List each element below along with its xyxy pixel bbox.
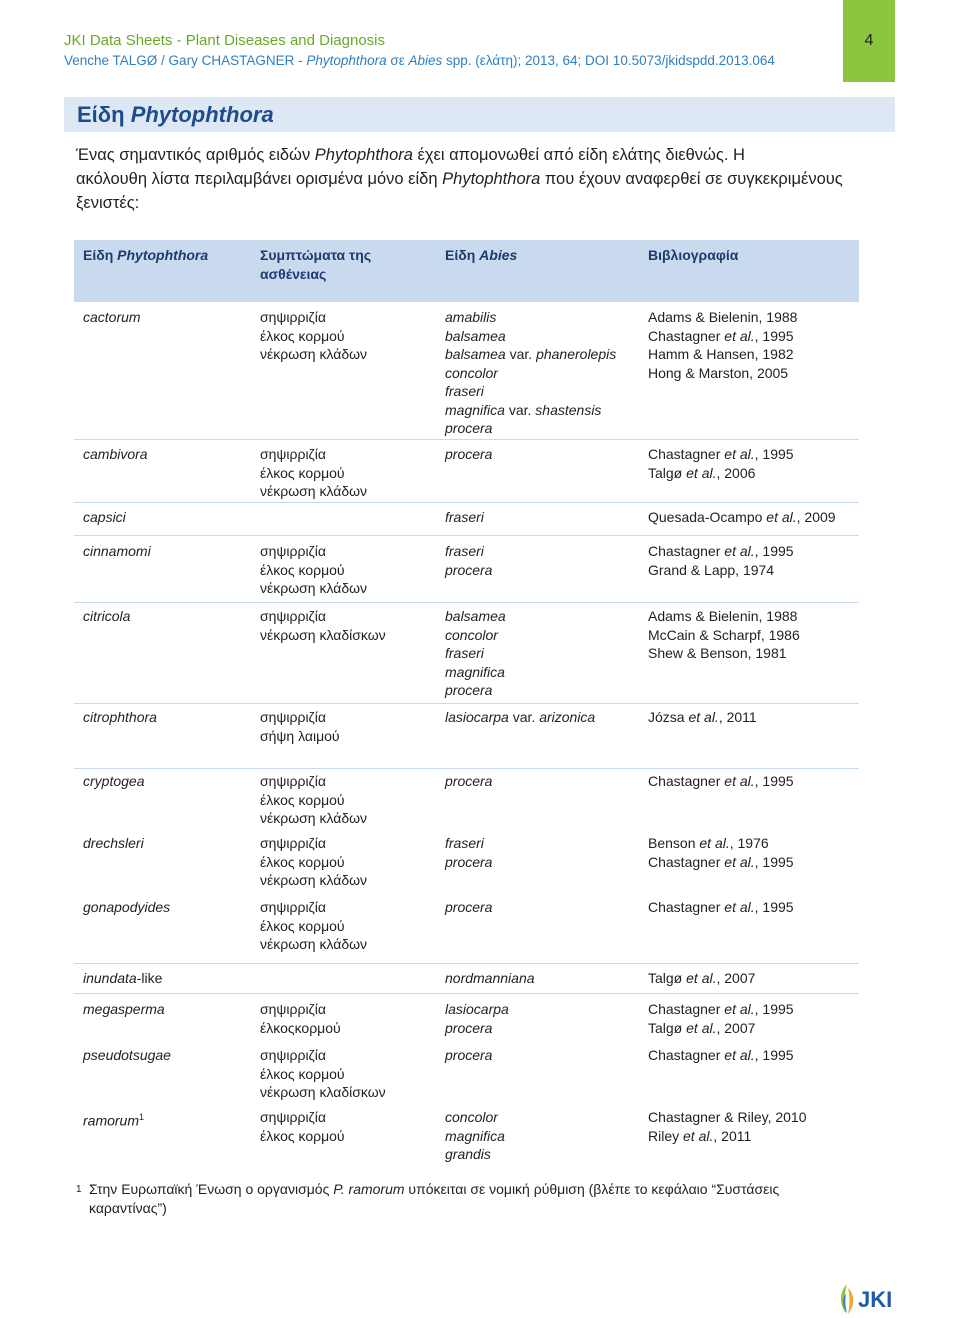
symptom: σηψιρριζία: [260, 1001, 326, 1017]
et-al: et al.: [683, 1127, 714, 1144]
abies-cell: [445, 969, 645, 988]
et-al: et al.: [686, 1019, 717, 1036]
header-references: Βιβλιογραφία: [648, 247, 739, 263]
symptoms-cell: [260, 898, 440, 954]
symptom: νέκρωση κλάδων: [260, 580, 368, 596]
abies-cell: [445, 1000, 645, 1037]
reference-year: , 2007: [716, 970, 756, 986]
references-cell: [648, 969, 858, 988]
variety-name: arizonica: [539, 709, 596, 725]
et-al: et al.: [724, 773, 755, 789]
reference: [648, 898, 858, 917]
header-abies: [445, 246, 645, 265]
abies-cell: [445, 607, 645, 700]
et-al: et al.: [724, 543, 755, 559]
page-number: 4: [843, 0, 895, 82]
reference: Adams & Bielenin, 1988: [648, 309, 798, 325]
references-cell: [648, 308, 858, 382]
symptom: νέκρωση κλάδων: [260, 346, 368, 362]
abies-species: [445, 708, 645, 727]
abies-species: nordmanniana: [445, 970, 535, 986]
abies-cell: [445, 542, 645, 579]
reference-year: , 1976: [729, 835, 769, 851]
species-name: cinnamomi: [83, 543, 151, 559]
table-row: [74, 894, 859, 964]
symptom: σηψιρριζία: [260, 1047, 326, 1063]
citation-line: [64, 51, 824, 70]
references-cell: [648, 708, 858, 727]
table-row: [74, 503, 859, 536]
jki-logo: [836, 1282, 900, 1316]
references-cell: [648, 508, 858, 527]
reference: Chastagner & Riley, 2010: [648, 1109, 807, 1125]
species-name: pseudotsugae: [83, 1047, 171, 1063]
species-name: citrophthora: [83, 709, 157, 725]
reference-year: , 1995: [754, 1047, 794, 1063]
reference-author: Chastagner: [648, 773, 725, 789]
et-al: et al.: [724, 853, 755, 870]
abies-species: procera: [445, 853, 493, 870]
section-title-genus: Phytophthora: [130, 102, 274, 127]
table-row: [74, 1042, 859, 1104]
reference-year: , 1995: [754, 853, 794, 870]
symptom: έλκος κορμού: [260, 791, 345, 808]
abies-species: fraseri: [445, 645, 484, 661]
reference: [648, 1019, 858, 1038]
et-al: et al.: [724, 327, 755, 344]
symptom: νέκρωση κλάδων: [260, 936, 368, 952]
symptom: σηψιρριζία: [260, 773, 326, 789]
intro-line-1-genus: Phytophthora: [314, 146, 413, 164]
symptom: έλκος κορμού: [260, 1127, 345, 1144]
abies-cell: [445, 834, 645, 871]
symptom: σηψιρριζία: [260, 1109, 326, 1125]
symptom: σηψιρριζία: [260, 446, 326, 462]
et-al: et al.: [724, 446, 755, 462]
table-row: [74, 769, 859, 830]
header-abies-genus: Abies: [479, 247, 518, 263]
abies-species: lasiocarpa: [445, 1001, 509, 1017]
abies-species: procera: [445, 899, 493, 915]
reference-author: Chastagner: [648, 543, 725, 559]
table-row: [74, 830, 859, 894]
table-row: [74, 704, 859, 769]
references-cell: [648, 1108, 858, 1145]
species-name: capsici: [83, 509, 126, 525]
symptom: νέκρωση κλάδων: [260, 872, 368, 888]
et-al: et al.: [724, 1047, 755, 1063]
abies-cell: [445, 508, 645, 527]
abies-cell: [445, 772, 645, 791]
abies-species-name: magnifica: [445, 401, 505, 418]
symptom: σηψιρριζία: [260, 709, 326, 725]
reference: [648, 853, 858, 872]
et-al: et al.: [724, 899, 755, 915]
footnote-species: P. ramorum: [333, 1181, 405, 1197]
variety-name: shastensis: [535, 401, 602, 418]
citation-details: spp. (ελάτη); 2013, 64; DOI 10.5073/jkidspdd.2013.064: [442, 53, 775, 68]
page-header: [64, 30, 824, 70]
series-title: JKI Data Sheets - Plant Diseases and Diagnosis: [64, 32, 385, 49]
reference: [648, 445, 858, 464]
citation-mid: σε: [386, 53, 409, 68]
symptom: νέκρωση κλάδων: [260, 810, 368, 826]
reference-author: Józsa: [648, 709, 689, 725]
reference-author: Chastagner: [648, 446, 725, 462]
reference: [648, 772, 858, 791]
symptoms-cell: [260, 445, 440, 501]
et-al: et al.: [699, 835, 730, 851]
reference-year: , 2011: [718, 709, 757, 725]
abies-species: concolor: [445, 626, 498, 643]
references-cell: [648, 1000, 858, 1037]
abies-cell: [445, 898, 645, 917]
reference-year: , 1995: [754, 773, 794, 789]
abies-species-name: lasiocarpa: [445, 709, 509, 725]
reference: [648, 1046, 858, 1065]
abies-cell: [445, 1046, 645, 1065]
symptoms-cell: [260, 1108, 440, 1145]
symptom: έλκοςκορμού: [260, 1019, 341, 1036]
reference-author: Riley: [648, 1127, 684, 1144]
reference: [648, 834, 858, 853]
citation-genus: Phytophthora: [306, 53, 387, 68]
reference-year: , 2009: [796, 509, 836, 525]
reference: Hamm & Hansen, 1982: [648, 346, 794, 362]
reference-year: , 2011: [713, 1127, 752, 1144]
reference: [648, 508, 858, 527]
species-name: megasperma: [83, 1001, 165, 1017]
reference: Adams & Bielenin, 1988: [648, 608, 798, 624]
abies-species: magnifica: [445, 1127, 505, 1144]
intro-line-1: [76, 143, 894, 167]
citation-authors: Venche TALGØ / Gary CHASTAGNER -: [64, 53, 307, 68]
reference: [648, 542, 858, 561]
variety-name: phanerolepis: [536, 346, 617, 362]
symptom: έλκος κορμού: [260, 853, 345, 870]
symptoms-cell: [260, 834, 440, 890]
reference: [648, 1000, 858, 1019]
reference-author: Chastagner: [648, 327, 725, 344]
header-species-text: Είδη: [83, 247, 118, 263]
species-name-text: inundata: [83, 970, 137, 986]
intro-line-1-post: έχει απομονωθεί από είδη ελάτης διεθνώς. Η: [412, 146, 745, 164]
intro-paragraph: [76, 143, 894, 215]
variety-marker: var.: [509, 346, 533, 362]
references-cell: [648, 772, 858, 791]
abies-species: procera: [445, 420, 493, 436]
symptoms-cell: [260, 542, 440, 598]
variety-marker: var.: [508, 401, 532, 418]
header-species-genus: Phytophthora: [117, 247, 209, 263]
et-al: et al.: [688, 709, 719, 725]
intro-line-2-pre: ακόλουθη λίστα περιλαμβάνει ορισμένα μόνο είδη: [76, 170, 443, 188]
species-name: gonapodyides: [83, 899, 171, 915]
header-symptoms-line-2: ασθένειας: [260, 266, 327, 282]
footnote-line-1: [89, 1180, 836, 1199]
header-symptoms: [260, 246, 440, 284]
table-row: [74, 964, 859, 994]
symptoms-cell: [260, 772, 440, 828]
symptom: έλκος κορμού: [260, 327, 345, 344]
section-title-text: Είδη: [77, 102, 131, 127]
table-row: [74, 603, 859, 704]
symptom: έλκος κορμού: [260, 464, 345, 481]
symptom: νέκρωση κλάδων: [260, 483, 368, 499]
reference: [648, 327, 858, 346]
header-abies-text: Είδη: [445, 247, 480, 263]
references-cell: [648, 445, 858, 482]
abies-species: balsamea: [445, 608, 506, 624]
section-title: [64, 97, 895, 132]
reference-year: , 2006: [716, 464, 756, 481]
references-cell: [648, 898, 858, 917]
abies-species: concolor: [445, 364, 498, 381]
reference-author: Benson: [648, 835, 700, 851]
footnote: [76, 1180, 836, 1218]
et-al: et al.: [686, 464, 717, 481]
symptom: σηψιρριζία: [260, 309, 326, 325]
table-row: [74, 302, 859, 440]
reference: Grand & Lapp, 1974: [648, 561, 775, 578]
table-row: [74, 536, 859, 603]
abies-species: concolor: [445, 1109, 498, 1125]
species-name: [83, 969, 253, 988]
abies-species: fraseri: [445, 509, 484, 525]
reference-year: , 2007: [716, 1019, 756, 1036]
reference: [648, 1127, 858, 1146]
footnote-text-end: υπόκειται σε νομική ρύθμιση (βλέπε το κεφάλαιο “Συστάσεις: [404, 1181, 780, 1197]
species-name: citricola: [83, 608, 131, 624]
footnote-text: Στην Ευρωπαϊκή Ένωση ο οργανισμός: [89, 1181, 334, 1197]
reference-author: Chastagner: [648, 853, 725, 870]
reference-author: Talgø: [648, 1019, 687, 1036]
species-name: cryptogea: [83, 773, 145, 789]
reference-author: Chastagner: [648, 899, 725, 915]
symptom: νέκρωση κλαδίσκων: [260, 1084, 386, 1100]
intro-line-2-genus: Phytophthora: [442, 170, 541, 188]
references-cell: [648, 1046, 858, 1065]
citation-abies: Abies: [408, 53, 443, 68]
abies-species: fraseri: [445, 835, 484, 851]
species-suffix: -like: [136, 970, 163, 986]
intro-line-1-pre: Ένας σημαντικός αριθμός ειδών: [76, 146, 315, 164]
abies-species: procera: [445, 1047, 493, 1063]
variety-marker: var.: [512, 709, 536, 725]
header-species: [83, 246, 253, 265]
abies-cell: [445, 308, 645, 438]
abies-species: procera: [445, 561, 493, 578]
reference-year: , 1995: [754, 899, 794, 915]
symptom: σηψιρριζία: [260, 835, 326, 851]
species-name: drechsleri: [83, 835, 144, 851]
symptom: σηψιρριζία: [260, 899, 326, 915]
abies-species: balsamea: [445, 327, 506, 344]
references-cell: [648, 607, 858, 663]
symptom: έλκος κορμού: [260, 561, 345, 578]
symptoms-cell: [260, 1046, 440, 1102]
symptoms-cell: [260, 308, 440, 364]
reference-year: , 1995: [754, 543, 794, 559]
abies-cell: [445, 1108, 645, 1164]
abies-species-name: balsamea: [445, 346, 506, 362]
abies-species: [445, 345, 645, 364]
footnote-marker: 1: [139, 1112, 145, 1122]
reference: [648, 708, 858, 727]
table-header: [74, 240, 859, 302]
reference-author: Talgø: [648, 464, 687, 481]
symptom: σηψιρριζία: [260, 543, 326, 559]
abies-cell: [445, 708, 645, 727]
abies-species: fraseri: [445, 543, 484, 559]
reference: [648, 969, 858, 988]
et-al: et al.: [724, 1001, 755, 1017]
abies-species: fraseri: [445, 383, 484, 399]
abies-species: [445, 401, 645, 420]
abies-species: magnifica: [445, 663, 505, 680]
abies-cell: [445, 445, 645, 464]
footnote-line-2: καραντίνας”): [89, 1200, 167, 1216]
reference: [648, 464, 858, 483]
abies-species: procera: [445, 682, 493, 698]
reference-author: Chastagner: [648, 1001, 725, 1017]
species-name: [83, 1108, 253, 1130]
species-name: cactorum: [83, 309, 141, 325]
species-table: [74, 240, 859, 1166]
references-cell: [648, 542, 858, 579]
leaf-logo-icon: [836, 1282, 858, 1316]
abies-species: amabilis: [445, 309, 497, 325]
table-row: [74, 994, 859, 1042]
abies-species: procera: [445, 446, 493, 462]
reference-author: Quesada-Ocampo: [648, 509, 767, 525]
reference-year: , 1995: [754, 327, 794, 344]
symptoms-cell: [260, 708, 440, 745]
symptoms-cell: [260, 1000, 440, 1037]
reference: McCain & Scharpf, 1986: [648, 626, 800, 643]
species-name-text: ramorum: [83, 1112, 140, 1129]
symptoms-cell: [260, 607, 440, 644]
footnote-number: 1: [76, 1184, 82, 1195]
reference: Hong & Marston, 2005: [648, 364, 789, 381]
et-al: et al.: [686, 970, 717, 986]
symptom: σήψη λαιμού: [260, 727, 340, 744]
reference-year: , 1995: [754, 446, 794, 462]
symptom: σηψιρριζία: [260, 608, 326, 624]
abies-species: procera: [445, 773, 493, 789]
reference: Shew & Benson, 1981: [648, 645, 787, 661]
logo-text: JKI: [858, 1287, 893, 1312]
references-cell: [648, 834, 858, 871]
abies-species: grandis: [445, 1146, 491, 1162]
species-name: cambivora: [83, 446, 148, 462]
reference-year: , 1995: [754, 1001, 794, 1017]
intro-line-3: ξενιστές:: [76, 194, 140, 212]
intro-line-2-post: που έχουν αναφερθεί σε συγκεκριμένους: [540, 170, 843, 188]
et-al: et al.: [766, 509, 797, 525]
table-row: [74, 440, 859, 503]
reference-author: Talgø: [648, 970, 687, 986]
table-row: [74, 1104, 859, 1166]
reference-author: Chastagner: [648, 1047, 725, 1063]
symptom: νέκρωση κλαδίσκων: [260, 626, 386, 643]
abies-species: procera: [445, 1019, 493, 1036]
symptom: έλκος κορμού: [260, 1065, 345, 1082]
header-symptoms-line-1: Συμπτώματα της: [260, 247, 372, 263]
symptom: έλκος κορμού: [260, 917, 345, 934]
intro-line-2: [76, 167, 894, 191]
